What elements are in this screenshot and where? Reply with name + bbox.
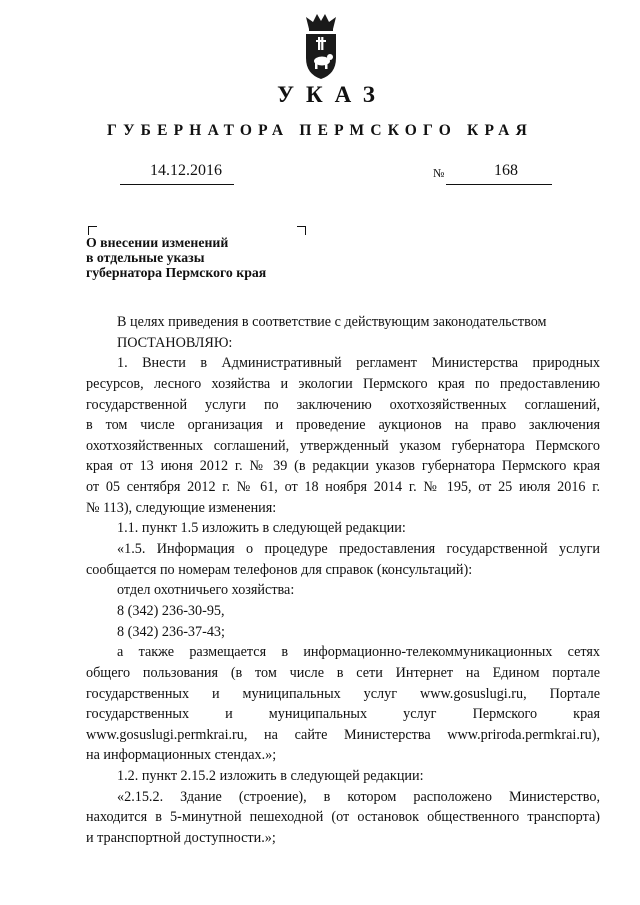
body-line: ПОСТАНОВЛЯЮ: xyxy=(117,334,233,351)
body-line: на информационных стендах.»; xyxy=(86,747,277,764)
issuer-title: ГУБЕРНАТОРА ПЕРМСКОГО КРАЯ xyxy=(107,122,533,139)
body-line: 1.2. пункт 2.15.2 изложить в следующей редакции: xyxy=(117,768,424,785)
date-field xyxy=(120,162,234,185)
body-line: www.gosuslugi.permkrai.ru, на сайте Министерства www.priroda.permkrai.ru), xyxy=(86,726,600,743)
subject-line: в отдельные указы xyxy=(86,250,205,265)
perm-krai-coat-of-arms-icon xyxy=(300,12,342,80)
body-line: «2.15.2. Здание (строение), в котором расположено Министерство, xyxy=(117,788,600,805)
body-line: «1.5. Информация о процедуре предоставления государственной услуги xyxy=(117,541,600,558)
body-line: № 113), следующие изменения: xyxy=(86,499,277,516)
body-line: 8 (342) 236-30-95, xyxy=(117,602,225,619)
body-line: находится в 5-минутной пешеходной (от остановок общественного транспорта) xyxy=(86,809,600,826)
document-subject xyxy=(86,235,266,280)
document-type-title: УКАЗ xyxy=(277,82,387,107)
body-line: охотхозяйственных соглашений, утвержденный указом губернатора Пермского xyxy=(86,437,600,454)
body-line: отдел охотничьего хозяйства: xyxy=(117,582,295,599)
body-line: края от 13 июня 2012 г. № 39 (в редакции указов губернатора Пермского края xyxy=(86,458,600,475)
body-line: ресурсов, лесного хозяйства и экологии Пермского края по предоставлению xyxy=(86,375,600,392)
number-sign: № xyxy=(433,166,445,180)
body-line: В целях приведения в соответствие с действующим законодательством xyxy=(117,314,547,330)
body-line: государственных и муниципальных услуг Пермского края xyxy=(86,706,600,723)
body-line: а также размещается в информационно-телекоммуникационных сетях xyxy=(117,644,600,661)
body-line: 8 (342) 236-37-43; xyxy=(117,623,225,640)
body-line: 1. Внести в Административный регламент Министерства природных xyxy=(117,355,600,372)
number-field xyxy=(446,162,552,185)
subject-corner-right xyxy=(297,226,306,235)
body-line: общего пользования (в том числе в сети Интернет на Едином портале xyxy=(86,664,600,681)
body-line: 1.1. пункт 1.5 изложить в следующей редакции: xyxy=(117,520,406,537)
body-line: в том числе организация и проведение аукционов на право заключения xyxy=(86,417,600,434)
body-line: от 05 сентября 2012 г. № 61, от 18 ноября 2014 г. № 195, от 25 июля 2016 г. xyxy=(86,479,600,496)
body-line: государственных и муниципальных услуг www.gosuslugi.ru, Портале xyxy=(86,685,600,702)
subject-line: губернатора Пермского края xyxy=(86,265,267,280)
subject-corner-left xyxy=(88,226,97,235)
body-line: государственной услуги по заключению охотхозяйственных соглашений, xyxy=(86,396,600,413)
document-number: 168 xyxy=(494,162,518,179)
document-body xyxy=(86,312,600,849)
body-line: сообщается по номерам телефонов для справок (консультаций): xyxy=(86,561,473,578)
subject-line: О внесении изменений xyxy=(86,235,229,250)
body-line: и транспортной доступности.»; xyxy=(86,830,276,847)
document-date: 14.12.2016 xyxy=(150,162,222,179)
